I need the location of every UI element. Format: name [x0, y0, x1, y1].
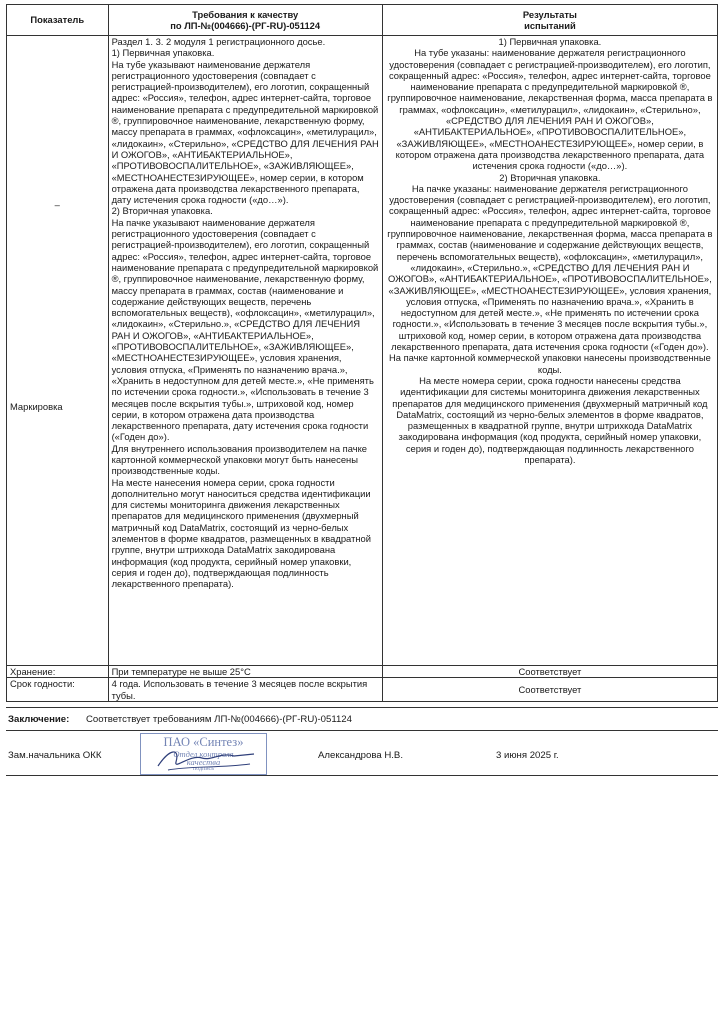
res-paragraph: 1) Первичная упаковка. [498, 36, 602, 47]
res-paragraph: 2) Вторичная упаковка. [499, 171, 601, 183]
divider-top [6, 707, 718, 708]
divider-middle [6, 730, 718, 731]
req-paragraph: Для внутреннего использования производителем на пачке картонной коммерческой упаковки могут быть нанесены производственные коды. [111, 442, 368, 477]
header-results-line2: испытаний [524, 20, 576, 31]
req-paragraph: На тубе указывают наименование держателя регистрационного удостоверения (совпадает с регистрацией-производителем), его логотип, сокращенный адрес: «Россия», телефон, адрес интернет-сайта, торговое наименование препарата с предупредительной маркировкой ®, группировочное наименование, лекарственную форму, массу препарата в граммах, «офлоксацин», «метилурацил», «лидокаин», «Стерильно», «СРЕДСТВО ДЛЯ ЛЕЧЕНИЯ РАН И ОЖОГОВ», «АНТИБАКТЕРИАЛЬНОЕ», «ПРОТИВОВОСПАЛИТЕЛЬНОЕ», «ЗАЖИВЛЯЮЩЕЕ», «МЕСТНОАНЕСТЕЗИРУЮЩЕЕ», номер серии, в котором отражена дата производства лекарственного препарата, дату истечения срока годности («до…»). [111, 58, 379, 206]
stamp-dept-line1: Отдел контроля [173, 749, 234, 759]
req-paragraph: На пачке указывают наименование держателя регистрационного удостоверения (совпадает с регистрацией-производителем), его логотип, сокращенный адрес: «Россия», телефон, адрес интернет-сайта, торговое наименование препарата с предупредительной маркировкой ®, группировочное наименование, лекарственную форму, массу препарата в граммах, состав (наименование и содержание действующих веществ, перечень вспомогательных веществ), «офлоксацин», «метилурацил», «лидокаин», «Стерильно.», «СРЕДСТВО ДЛЯ ЛЕЧЕНИЯ РАН И ОЖОГОВ», «АНТИБАКТЕРИАЛЬНОЕ», «ПРОТИВОВОСПАЛИТЕЛЬНОЕ», «ЗАЖИВЛЯЮЩЕЕ», «МЕСТНОАНЕСТЕЗИРУЮЩЕЕ», условия хранения, условия отпуска, «Применять по назначению врача.», «Хранить в недоступном для детей месте.», «Не применять по истечении срока годности.», «Использовать в течение 3 месяцев после вскрытия тубы.», штриховой код, номер серии, в котором отражена дата производства лекарственного препарата, дату истечения срока годности («Годен до»). [111, 216, 379, 443]
header-requirements-line1: Требования к качеству [192, 8, 299, 20]
conclusion-label: Заключение: [8, 714, 70, 725]
signer-name: Александрова Н.В. [318, 750, 403, 761]
quality-table [6, 4, 718, 702]
req-paragraph: Раздел 1. 3. 2 модуля 1 регистрационного досье. [111, 36, 326, 47]
res-paragraph: На пачке указаны: наименование держателя регистрационного удостоверения (совпадает с регистрацией-производителем), его логотип, сокращенный адрес: «Россия», телефон, адрес интернет-сайта, торговое наименование препарата с предупредительной маркировкой ®, группировочное наименование, лекарственная форма, масса препарата в граммах, состав (наименование и содержание действующих веществ, перечень вспомогательных веществ), «офлоксацин», «метилурацил», «лидокаин», «Стерильно.», «СРЕДСТВО ДЛЯ ЛЕЧЕНИЯ РАН И ОЖОГОВ», «АНТИБАКТЕРИАЛЬНОЕ», «ПРОТИВОВОСПАЛИТЕЛЬНОЕ», «ЗАЖИВЛЯЮЩЕЕ», «МЕСТНОАНЕСТЕЗИРУЮЩЕЕ», условия хранения, условия отпуска, «Применять по назначению врача.», «Хранить в недоступном для детей месте.», «Не применять по истечении срока годности.», «Использовать в течение 3 месяцев после вскрытия тубы.», штриховой код, номер серии, в котором отражена дата производства лекарственного препарата, дата истечения срока годности («Годен до»). [387, 182, 713, 353]
header-results-line1: Результаты [522, 8, 577, 20]
res-paragraph: На тубе указаны: наименование держателя регистрационного удостоверения (совпадает с регистрацией-производителем), его логотип, сокращенный адрес: «Россия», телефон, адрес интернет-сайта, торговое наименование препарата с предупредительной маркировкой ®, группировочное наименование, лекарственная форма, масса препарата в граммах, «офлоксацин», «метилурацил», «лидокаин», «Стерильно», «СРЕДСТВО ДЛЯ ЛЕЧЕНИЯ РАН И ОЖОГОВ», «АНТИБАКТЕРИАЛЬНОЕ», «ПРОТИВОВОСПАЛИТЕЛЬНОЕ», «ЗАЖИВЛЯЮЩЕЕ», «МЕСТНОАНЕСТЕЗИРУЮЩЕЕ», номер серии, в котором отражена дата производства лекарственного препарата, дата истечения срока годности («до…»). [387, 47, 713, 172]
signer-position: Зам.начальника ОКК [8, 750, 102, 761]
req-paragraph: На месте нанесения номера серии, срока годности дополнительно могут наноситься средства идентификации для системы мониторинга движения лекарственных препаратов для медицинского применения (двухмерный матричный код DataMatrix, состоящий из черно-белых элементов в форме квадратов, размещенных в квадратной группе, внутри штрихкода DataMatrix закодирована информация (код продукта, серийный номер упаковки, серия и годен до), подтверждающая подлинность лекарственного препарата). [111, 476, 371, 590]
shelf-life-label: Срок годности: [7, 678, 109, 702]
conclusion [8, 714, 720, 725]
table-row-shelf-life [7, 678, 718, 702]
storage-requirement: При температуре не выше 25°С [108, 666, 382, 678]
table-header-row [7, 5, 718, 36]
divider-bottom [6, 775, 718, 776]
res-paragraph: На месте номера серии, срока годности нанесены средства идентификации для системы мониторинга движения лекарственных препаратов для медицинского применения (двухмерный матричный код DataMatrix, состоящий из черно-белых элементов в форме квадратов, размещенных в квадратной группе, внутри штрихкода DataMatrix закодирована информация (код продукта, серийный номер упаковки, серия и годен до), подтверждающая подлинность лекарственного препарата). [392, 374, 708, 465]
shelf-life-requirement: 4 года. Использовать в течение 3 месяцев после вскрытия тубы. [108, 678, 382, 702]
conclusion-text: Соответствует требованиям ЛП-№(004666)-(РГ-RU)-051124 [86, 714, 352, 725]
header-indicator [7, 5, 109, 36]
stamp-dept-line2: качества [186, 757, 221, 767]
header-indicator-text: Показатель [30, 14, 85, 26]
stamp-org: ПАО «Синтез» [163, 735, 244, 749]
table-row-marking [7, 36, 718, 666]
header-requirements [108, 5, 382, 36]
marking-result-cell [382, 36, 717, 666]
marking-label: Маркировка [10, 400, 63, 412]
header-results [382, 5, 717, 36]
res-paragraph: На пачке картонной коммерческой упаковки нанесены производственные коды. [388, 352, 711, 375]
storage-label: Хранение: [7, 666, 109, 678]
shelf-life-result: Соответствует [382, 678, 717, 702]
header-requirements-line2: по ЛП-№(004666)-(РГ-RU)-051124 [170, 20, 321, 31]
marking-label-cell [7, 36, 109, 666]
signature-date: 3 июня 2025 г. [496, 750, 559, 761]
stamp-caption: подпись [193, 766, 214, 772]
req-paragraph: 2) Вторичная упаковка. [111, 205, 213, 217]
req-paragraph: 1) Первичная упаковка. [111, 47, 215, 59]
table-row-storage [7, 666, 718, 678]
marking-requirement-cell [108, 36, 382, 666]
handwritten-signature [150, 744, 260, 774]
marking-dash: – [54, 199, 60, 211]
storage-result: Соответствует [382, 666, 717, 678]
